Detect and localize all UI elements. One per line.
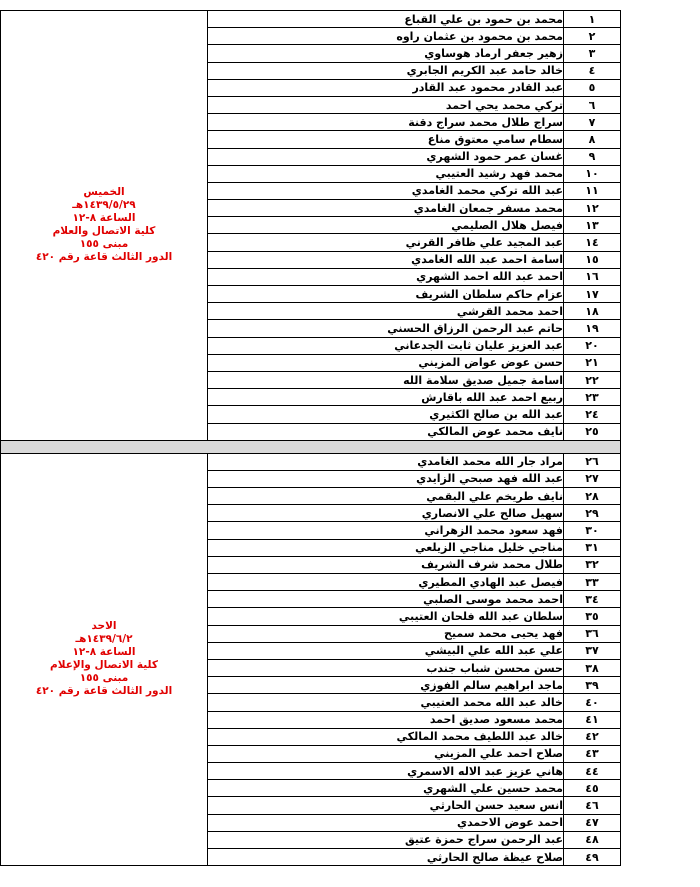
- student-name: فيصل هلال الصليمي: [208, 217, 564, 234]
- session-time: الساعة ٨-١٢: [72, 646, 136, 659]
- session-floor-room: الدور الثالث قاعة رقم ٤٢٠: [35, 251, 173, 264]
- session-time: الساعة ٨-١٢: [72, 212, 136, 225]
- row-number: ١٤: [564, 234, 621, 251]
- student-name: محمد مسفر جمعان الغامدي: [208, 200, 564, 217]
- row-number: ٤٥: [564, 780, 621, 797]
- row-number: ١٥: [564, 251, 621, 268]
- row-number: ٢٩: [564, 505, 621, 522]
- row-number: ٤٣: [564, 745, 621, 762]
- student-name: سطام سامي معتوق مناع: [208, 131, 564, 148]
- session-college: كلية الاتصال والعلام: [52, 225, 156, 238]
- row-number: ٥: [564, 79, 621, 96]
- row-number: ٤٩: [564, 849, 621, 866]
- row-number: ٣٠: [564, 522, 621, 539]
- student-name: حسن محسن شباب جندب: [208, 659, 564, 676]
- row-number: ٣١: [564, 539, 621, 556]
- student-name: عبد الرحمن سراج حمزة عتيق: [208, 831, 564, 848]
- student-name: سراج طلال محمد سراج دقنة: [208, 114, 564, 131]
- session-building: مبنى ١٥٥: [79, 672, 129, 685]
- row-number: ٣٩: [564, 677, 621, 694]
- student-name: فيصل عبد الهادي المطيري: [208, 574, 564, 591]
- student-name: مراد جار الله محمد الغامدي: [208, 453, 564, 470]
- student-name: عزام حاكم سلطان الشريف: [208, 286, 564, 303]
- session-floor-room: الدور الثالث قاعة رقم ٤٢٠: [35, 685, 173, 698]
- student-name: غسان عمر حمود الشهري: [208, 148, 564, 165]
- student-name: عبد القادر محمود عبد القادر: [208, 79, 564, 96]
- student-name: نايف محمد عوض المالكي: [208, 423, 564, 440]
- row-number: ١٣: [564, 217, 621, 234]
- session-date: ١٤٣٩/٥/٢٩هـ: [72, 199, 136, 212]
- student-name: عبد المجيد علي ظافر القرني: [208, 234, 564, 251]
- student-name: محمد فهد رشيد العتيبي: [208, 165, 564, 182]
- row-number: ٨: [564, 131, 621, 148]
- row-number: ٢٦: [564, 453, 621, 470]
- row-number: ٧: [564, 114, 621, 131]
- student-name: احمد عبد الله احمد الشهري: [208, 268, 564, 285]
- student-name: محمد حسين علي الشهري: [208, 780, 564, 797]
- row-number: ٢٣: [564, 389, 621, 406]
- student-name: عبد الله فهد صبحي الزايدي: [208, 470, 564, 487]
- student-name: مناجي خليل مناجي الزيلعي: [208, 539, 564, 556]
- student-name: عبد العزيز عليان ثابت الجدعاني: [208, 337, 564, 354]
- student-name: نايف طريخم علي البقمي: [208, 488, 564, 505]
- session-date: ١٤٣٩/٦/٢هـ: [75, 633, 133, 646]
- table-row: [1, 453, 621, 470]
- student-name: ماجد ابراهيم سالم الفوزي: [208, 677, 564, 694]
- student-name: هاني عزيز عبد الاله الاسمري: [208, 763, 564, 780]
- student-name: فهد يحيى محمد سميح: [208, 625, 564, 642]
- row-number: ٤١: [564, 711, 621, 728]
- student-name: صلاح احمد علي المزيني: [208, 745, 564, 762]
- student-name: سلطان عبد الله فلحان العتيبي: [208, 608, 564, 625]
- student-name: حاتم عبد الرحمن الرزاق الحسني: [208, 320, 564, 337]
- row-number: ١٦: [564, 268, 621, 285]
- row-number: ٣٣: [564, 574, 621, 591]
- student-name: صلاح عيظة صالح الحارثي: [208, 849, 564, 866]
- student-name: خالد عبد الله محمد العتيبي: [208, 694, 564, 711]
- row-number: ١٧: [564, 286, 621, 303]
- student-name: خالد حامد عبد الكريم الجابري: [208, 62, 564, 79]
- row-number: ٣٧: [564, 642, 621, 659]
- session-info: [1, 453, 208, 866]
- row-number: ٢٨: [564, 488, 621, 505]
- student-name: عبد الله بن صالح الكثيري: [208, 406, 564, 423]
- row-number: ٢٥: [564, 423, 621, 440]
- row-number: ٤٧: [564, 814, 621, 831]
- student-name: احمد محمد القرشي: [208, 303, 564, 320]
- row-number: ٣٨: [564, 659, 621, 676]
- row-number: ٢١: [564, 354, 621, 371]
- student-name: محمد مسعود صديق احمد: [208, 711, 564, 728]
- session-day: الخميس: [83, 186, 125, 199]
- row-number: ٦: [564, 96, 621, 113]
- row-number: ٤: [564, 62, 621, 79]
- separator-cell: [1, 440, 621, 453]
- session-day: الاحد: [91, 620, 117, 633]
- row-number: ٣٥: [564, 608, 621, 625]
- student-name: انس سعيد حسن الحارثي: [208, 797, 564, 814]
- row-number: ٢٢: [564, 371, 621, 388]
- row-number: ٤٤: [564, 763, 621, 780]
- student-name: محمد بن محمود بن عثمان راوه: [208, 28, 564, 45]
- row-number: ٩: [564, 148, 621, 165]
- session-college: كلية الاتصال والإعلام: [50, 659, 158, 672]
- student-name: تركي محمد يحي احمد: [208, 96, 564, 113]
- row-number: ١: [564, 11, 621, 28]
- session-building: مبنى ١٥٥: [79, 238, 129, 251]
- row-number: ٤٢: [564, 728, 621, 745]
- exam-seating-table: [0, 10, 621, 866]
- row-number: ٤٨: [564, 831, 621, 848]
- row-number: ٤٦: [564, 797, 621, 814]
- row-number: ١١: [564, 182, 621, 199]
- row-number: ٢٠: [564, 337, 621, 354]
- student-name: علي عبد الله علي البيشي: [208, 642, 564, 659]
- row-number: ٢٤: [564, 406, 621, 423]
- row-number: ٢٧: [564, 470, 621, 487]
- row-number: ٣٢: [564, 556, 621, 573]
- row-number: ١٢: [564, 200, 621, 217]
- row-number: ٤٠: [564, 694, 621, 711]
- student-name: احمد عوض الاحمدي: [208, 814, 564, 831]
- student-name: فهد سعود محمد الزهراني: [208, 522, 564, 539]
- student-name: اسامة جميل صديق سلامة الله: [208, 371, 564, 388]
- row-number: ٣٦: [564, 625, 621, 642]
- row-number: ٣٤: [564, 591, 621, 608]
- row-number: ١٠: [564, 165, 621, 182]
- student-name: احمد محمد موسى الصلبي: [208, 591, 564, 608]
- row-number: ٢: [564, 28, 621, 45]
- student-name: محمد بن حمود بن علي القباع: [208, 11, 564, 28]
- student-name: عبد الله تركي محمد الغامدي: [208, 182, 564, 199]
- row-number: ٣: [564, 45, 621, 62]
- table-row: [1, 11, 621, 28]
- group-separator: [1, 440, 621, 453]
- student-name: ربيع احمد عبد الله باقارش: [208, 389, 564, 406]
- student-name: حسن عوض عواض المزيني: [208, 354, 564, 371]
- row-number: ١٨: [564, 303, 621, 320]
- student-name: طلال محمد شرف الشريف: [208, 556, 564, 573]
- row-number: ١٩: [564, 320, 621, 337]
- student-name: سهيل صالح علي الانصاري: [208, 505, 564, 522]
- session-info: [1, 11, 208, 441]
- student-name: خالد عبد اللطيف محمد المالكي: [208, 728, 564, 745]
- student-name: اسامة احمد عبد الله الغامدي: [208, 251, 564, 268]
- student-name: زهير جعفر ارماد هوساوي: [208, 45, 564, 62]
